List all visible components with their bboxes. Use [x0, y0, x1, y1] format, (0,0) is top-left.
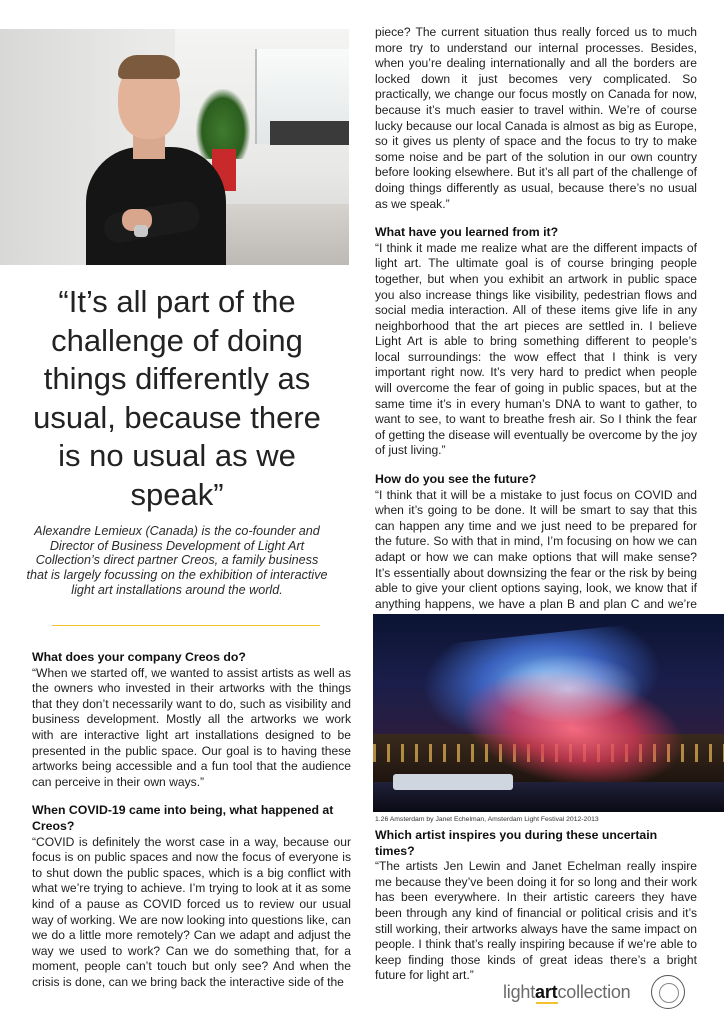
answer-paragraph: “When we started off, we wanted to assist artists as well as the owners who invested in their artworks with the things that they don’t necessarily want to do, such as visibility and business development. Mostly all the artworks we work with are interactive light art installations designed to be presented in the public space. Our goal is to having these artworks being accessible and a fun tool that the audience can perceive in their own ways.”	[32, 665, 351, 789]
question-heading: What have you learned from it?	[375, 225, 559, 240]
brand-collection: collection	[557, 982, 631, 1002]
brand-underline	[536, 1002, 558, 1004]
brand-light: light	[503, 982, 536, 1002]
photo-caption: 1.26 Amsterdam by Janet Echelman, Amsterdam Light Festival 2012-2013	[375, 816, 599, 823]
seal-icon	[651, 975, 685, 1009]
answer-paragraph: “I think it made me realize what are the different impacts of light art. The ultimate goal is of course bringing people together, but when you exhibit an artwork in public space you also increase things like visibility, pedestrian flows and social media interaction. All of these items give life in any neighborhood that the art pieces are settled in. I believe Light Art is able to bring something different to people’s local surroundings: the wow effect that I think is very important right now. It’s very hard to predict when people will overcome the fear of going in public spaces, but at the same time it’s in every human’s DNA to want to gather, to want to see, to want to breathe fresh air. So I think the fear of getting the disease will eventually be overcome by the joy of just living.”	[375, 240, 697, 458]
right-column	[375, 25, 697, 628]
author-bio: Alexandre Lemieux (Canada) is the co-founder and Director of Business Development of Light Art Collection’s direct partner Creos, a family business that is largely focussing on the exhibition of interactive light art installations around the world.	[26, 524, 328, 597]
divider	[52, 625, 320, 626]
pull-quote: “It’s all part of the challenge of doing things differently as usual, because there is no usual as we speak”	[33, 284, 321, 512]
light-art-photo	[373, 614, 724, 812]
brand-logo	[503, 982, 631, 1002]
answer-paragraph: “I think that it will be a mistake to just focus on COVID and when it’s going to be done. It will be smart to say that this can happen any time and we just need to be prepared for the future. So with that in mind, I’m focusing on how we can adapt or how we can make options that will make sense? It’s essentially about downsizing the fear or the risk by being able to give your client options saying, look, we know that if anything happens, we have a plan B and plan C and we’re	[375, 487, 697, 611]
question-heading: What does your company Creos do?	[32, 650, 246, 664]
answer-paragraph: “COVID is definitely the worst case in a way, because our focus is on public spaces and now the focus of everyone is to shut down the public spaces, which is a big conflict with what we’re trying to achieve. I’m trying to look at it as some kind of a pause as COVID forced us to review our usual way of working. We are now looking into questions like, can we do a little more remotely? Can we adapt and adjust the way we used to work? Can we do something that, for a moment, people can’t touch but only see? And when the crisis is done, can we bring back the interactive side of the	[32, 834, 351, 989]
right-column-lower	[375, 828, 697, 984]
question-heading: When COVID-19 came into being, what happened at Creos?	[32, 803, 334, 833]
question-heading: Which artist inspires you during these uncertain times?	[375, 828, 658, 858]
left-column	[32, 650, 351, 990]
question-heading: How do you see the future?	[375, 472, 537, 487]
answer-paragraph: “The artists Jen Lewin and Janet Echelman really inspire me because they’ve been doing it for so long and their work has been everywhere. In their artistic careers they have been through any kind of financial or political crisis and it’s still working, their artworks always have the same impact on people. I think that’s really inspiring because if we’re able to keep finding those kinds of great ideas there’s a bright future for light art.”	[375, 859, 697, 983]
answer-paragraph: piece? The current situation thus really forced us to much more try to understand our internal processes. Besides, when you’re dealing internationally and all the borders are locked down it just becomes very complicated. So practically, we change our focus mostly on Canada for now, because it’s much easier to travel within. We’re of course lucky because our local Canada is almost as big as Europe, so it gives us plenty of space and the focus to try to make some noise and be part of the solution in our own country before looking elsewhere. But it’s all part of the challenge of doing things differently as usual, because there’s no usual as we speak.”	[375, 25, 697, 211]
portrait-photo	[0, 29, 349, 265]
brand-art: art	[535, 982, 558, 1002]
